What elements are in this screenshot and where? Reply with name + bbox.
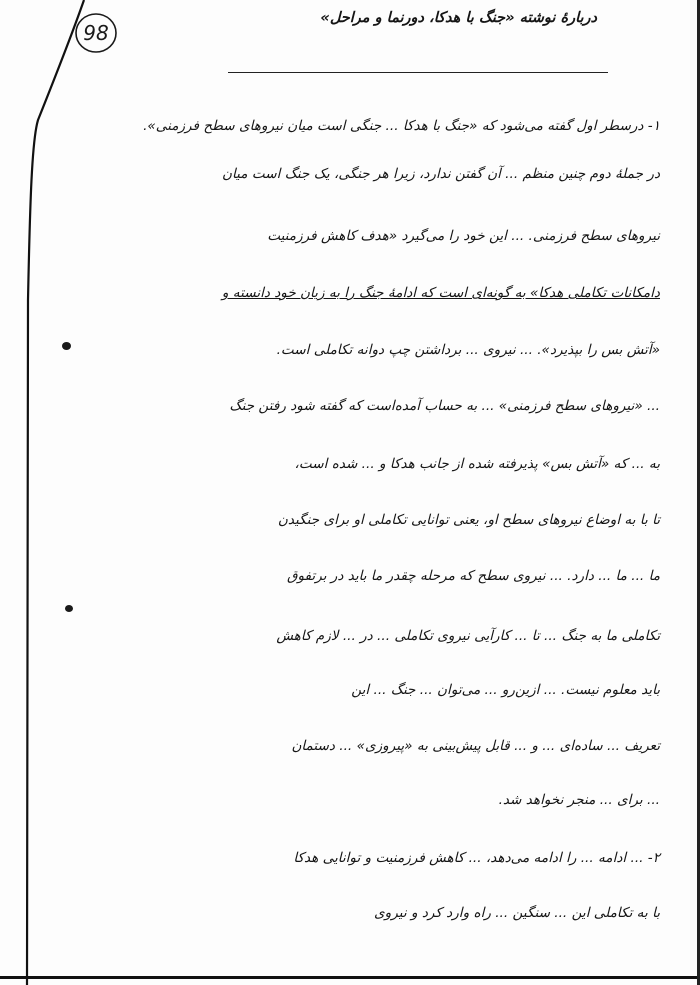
- text-line-12: تعریف ... ساده‌ای ... و ... قابل پیش‌بینی به «پیروزی» ... دستمان: [291, 738, 660, 754]
- text-line-2: در جملهٔ دوم چنین منظم ... آن گفتن ندارد، زیرا هر جنگی، یک جنگ است میان: [222, 166, 660, 182]
- page-title: دربارهٔ نوشته «جنگ با هدکا، دورنما و مراحل»: [320, 10, 597, 26]
- text-line-14: ۲- ... ادامه ... را ادامه می‌دهد، ... کاهش فرزمنیت و توانایی هدکا: [293, 850, 660, 866]
- text-line-1: ۱- درسطر اول گفته می‌شود که «جنگ با هدکا ... جنگی است میان نیروهای سطح فرزمنی».: [143, 118, 660, 134]
- text-line-4: دامکانات تکاملی هدکا» به گونه‌ای است که ادامهٔ جنگ را به زیان خود دانسته و: [221, 285, 660, 301]
- page-number-circle: [73, 10, 119, 56]
- punch-hole-mark: [65, 605, 73, 612]
- page-bottom-edge: [0, 976, 700, 979]
- text-line-8: تا با به اوضاع نیروهای سطح او، یعنی توانایی تکاملی او برای جنگیدن: [277, 512, 660, 528]
- text-line-15: با به تکاملی این ... سنگین ... راه وارد کرد و نیروی: [374, 905, 660, 921]
- text-line-9: ما ... ما ... دارد. ... نیروی سطح که مرحله چقدر ما باید در برتفوق: [286, 568, 660, 584]
- text-line-13: ... برای ... منجر نخواهد شد.: [498, 792, 660, 808]
- text-line-6: ... «نیروهای سطح فرزمنی» ... به حساب آمده‌است که گفته شود رفتن جنگ: [229, 398, 660, 414]
- title-underline: [228, 72, 608, 73]
- page-number: 98: [83, 21, 109, 45]
- text-line-5: «آتش بس را بپذیرد». ... نیروی ... برداشتن چپ دوانه تکاملی است.: [276, 342, 660, 358]
- text-line-7: به ... که «آتش بس» پذیرفته شده از جانب هدکا و ... شده است،: [294, 456, 660, 472]
- punch-hole-mark: [62, 342, 71, 350]
- text-line-3: نیروهای سطح فرزمنی. ... این خود را می‌گیرد «هدف کاهش فرزمنیت: [267, 228, 660, 244]
- text-line-10: تکاملی ما به جنگ ... تا ... کارآیی نیروی تکاملی ... در ... لازم کاهش: [276, 628, 660, 644]
- text-line-11: باید معلوم نیست. ... ازین‌رو ... می‌توان ... جنگ ... این: [351, 682, 660, 698]
